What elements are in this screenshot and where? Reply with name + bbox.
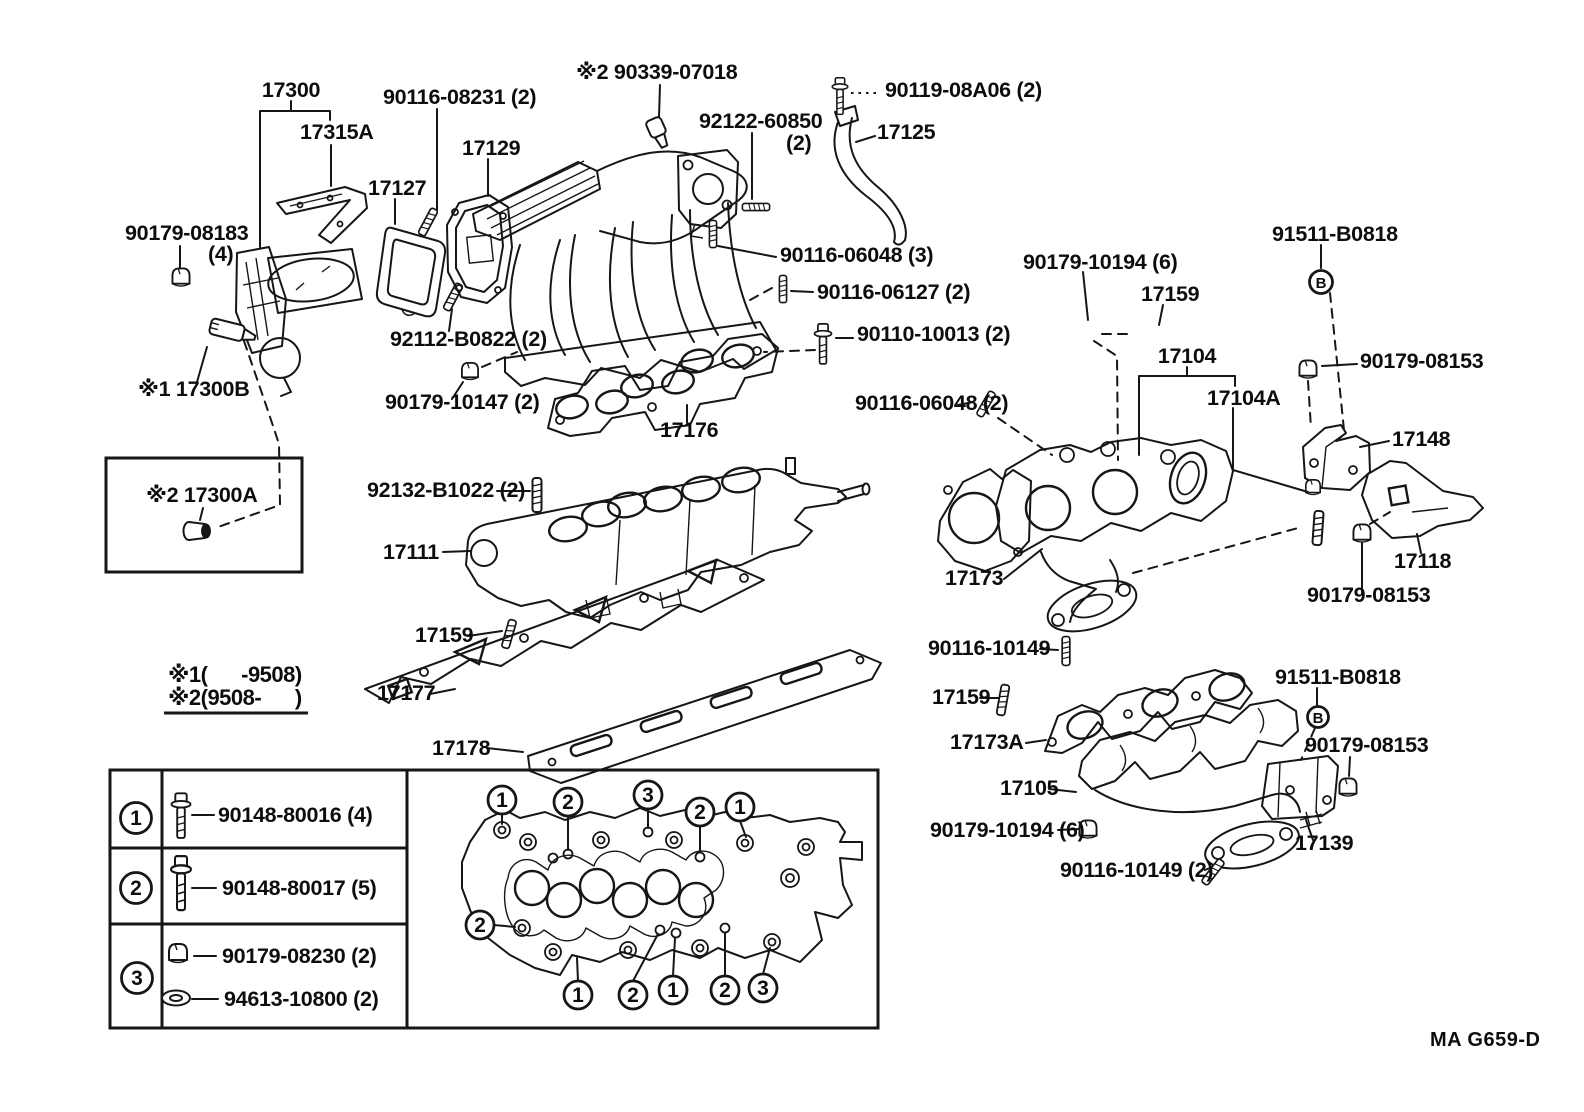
stud-92132-B1022-icon	[533, 478, 542, 512]
svg-text:1: 1	[572, 984, 584, 1007]
circled-b-bot	[1308, 707, 1329, 728]
callout-17105: 17105	[1000, 776, 1059, 800]
callout-17159-mid: 17159	[415, 623, 474, 647]
callout-90179-10194-top: 90179-10194 (6)	[1023, 250, 1178, 274]
exhaust-manifold-front-17104-drawing	[938, 390, 1233, 641]
callout-92132-B1022: 92132-B1022 (2)	[367, 478, 526, 502]
callout-90179-08153-top: 90179-08153	[1360, 349, 1484, 373]
sensor-90339-07018-icon	[645, 116, 672, 150]
svg-text:1: 1	[667, 979, 679, 1002]
callout-17315a: 17315A	[300, 120, 374, 144]
legend-part-2: 90148-80017 (5)	[222, 876, 377, 900]
svg-text:3: 3	[642, 784, 654, 807]
svg-text:2: 2	[562, 791, 574, 814]
callout-90110-10013: 90110-10013 (2)	[857, 322, 1011, 346]
legend-row-1	[121, 793, 373, 838]
callout-17111: 17111	[383, 540, 439, 564]
legend-row-3	[122, 944, 379, 1011]
svg-text:3: 3	[131, 967, 143, 990]
callout-17159-top: 17159	[1141, 282, 1200, 306]
svg-text:2: 2	[627, 984, 639, 1007]
gasket-plan-view	[407, 770, 878, 1028]
legend-part-3b: 94613-10800 (2)	[224, 987, 379, 1011]
exhaust-manifold-rear-17105-drawing	[996, 637, 1322, 886]
legend-row-2	[121, 856, 377, 910]
callout-17173a: 17173A	[950, 730, 1024, 754]
callout-90179-10147: 90179-10147 (2)	[385, 390, 540, 414]
callout-91511-top: 91511-B0818	[1272, 222, 1398, 246]
svg-text:2: 2	[130, 877, 142, 900]
svg-text:1: 1	[130, 807, 142, 830]
nut-90179-08183-icon	[172, 268, 189, 286]
callout-90179-08153-bot: 90179-08153	[1305, 733, 1429, 757]
callout-17300b: ※1 17300B	[138, 377, 250, 401]
callout-17129: 17129	[462, 136, 521, 160]
callout-17300: 17300	[261, 78, 321, 102]
note-line1: ※1( -9508)	[168, 662, 302, 687]
callout-17104a: 17104A	[1207, 386, 1281, 410]
nut-90179-08153-mid-icon	[1353, 524, 1370, 542]
svg-text:2: 2	[719, 979, 731, 1002]
callout-90116-08231: 90116-08231 (2)	[383, 85, 537, 109]
callout-90116-06127: 90116-06127 (2)	[817, 280, 971, 304]
svg-text:3: 3	[757, 977, 769, 1000]
callout-17127: 17127	[368, 176, 427, 200]
callout-17177: 17177	[377, 681, 436, 705]
callout-90179-08183-qty: (4)	[208, 242, 234, 266]
callout-labels	[125, 60, 1484, 882]
inset-box-17300a	[106, 458, 302, 572]
stud-mount-icon	[1312, 511, 1323, 546]
stud-90116-06127-icon	[779, 275, 786, 302]
production-date-notes	[164, 662, 308, 713]
callout-17148: 17148	[1392, 427, 1451, 451]
callout-91511-bot: 91511-B0818	[1275, 665, 1401, 689]
callout-92112-B0822: 92112-B0822 (2)	[390, 327, 547, 351]
callout-90116-10149-2: 90116-10149 (2)	[1060, 858, 1214, 882]
page-code: MA G659-D	[1430, 1029, 1541, 1051]
callout-90116-06048-3: 90116-06048 (3)	[780, 243, 934, 267]
callout-90179-08183: 90179-08183	[125, 221, 249, 245]
callout-17159-bot: 17159	[932, 685, 991, 709]
svg-text:B: B	[1312, 710, 1324, 727]
svg-text:2: 2	[474, 914, 486, 937]
svg-text:B: B	[1315, 275, 1327, 292]
plan-bolt-holes	[494, 822, 814, 960]
legend-part-3a: 90179-08230 (2)	[222, 944, 377, 968]
callout-90339-07018: ※2 90339-07018	[576, 60, 738, 84]
circled-b-top	[1310, 271, 1333, 294]
legend-table	[110, 770, 407, 1028]
svg-text:1: 1	[734, 796, 746, 819]
gasket-17127-drawing	[377, 207, 463, 316]
callout-17104: 17104	[1157, 344, 1217, 368]
callout-90119-08A06: 90119-08A06 (2)	[885, 78, 1042, 102]
callout-90116-10149: 90116-10149	[928, 636, 1051, 660]
intake-manifold-17111-drawing	[466, 458, 870, 649]
callout-90116-06048-2: 90116-06048 (2)	[855, 391, 1009, 415]
svg-text:2: 2	[694, 801, 706, 824]
note-line2: ※2(9508- )	[168, 685, 302, 710]
gasket-17178-drawing	[528, 650, 881, 783]
flange-bolt-long-icon	[171, 856, 191, 910]
stud-92122-60850-icon	[742, 203, 769, 210]
nut-90179-10147-icon	[462, 363, 478, 380]
stud-17159-rear-icon	[996, 684, 1009, 716]
callout-92122-60850: 92122-60850	[699, 109, 823, 133]
cap-nut-icon	[169, 944, 187, 963]
stud-90116-08231-icon	[418, 207, 438, 236]
callout-17125: 17125	[877, 120, 936, 144]
callout-17118: 17118	[1394, 549, 1452, 573]
callout-92122-qty: (2)	[786, 131, 812, 155]
flange-bolt-icon	[172, 793, 191, 838]
callout-90179-10194-bot: 90179-10194 (6)	[930, 818, 1085, 842]
stud-90116-10149-icon	[1062, 637, 1070, 666]
nut-90179-08153-top-icon	[1299, 360, 1316, 378]
callout-17176: 17176	[660, 418, 719, 442]
svg-text:1: 1	[496, 789, 508, 812]
callout-17173: 17173	[945, 566, 1004, 590]
plug-17300A-icon	[184, 522, 211, 540]
washer-icon	[162, 991, 190, 1006]
legend-part-1: 90148-80016 (4)	[218, 803, 373, 827]
callout-17300a: ※2 17300A	[146, 483, 258, 507]
bolt-90110-10013-icon	[815, 324, 832, 364]
nut-90179-08153-bot-icon	[1339, 778, 1356, 796]
stud-90116-06048-icon	[709, 220, 716, 247]
callout-90179-08153-mid: 90179-08153	[1307, 583, 1431, 607]
callout-17178: 17178	[432, 736, 491, 760]
callout-17139: 17139	[1295, 831, 1354, 855]
